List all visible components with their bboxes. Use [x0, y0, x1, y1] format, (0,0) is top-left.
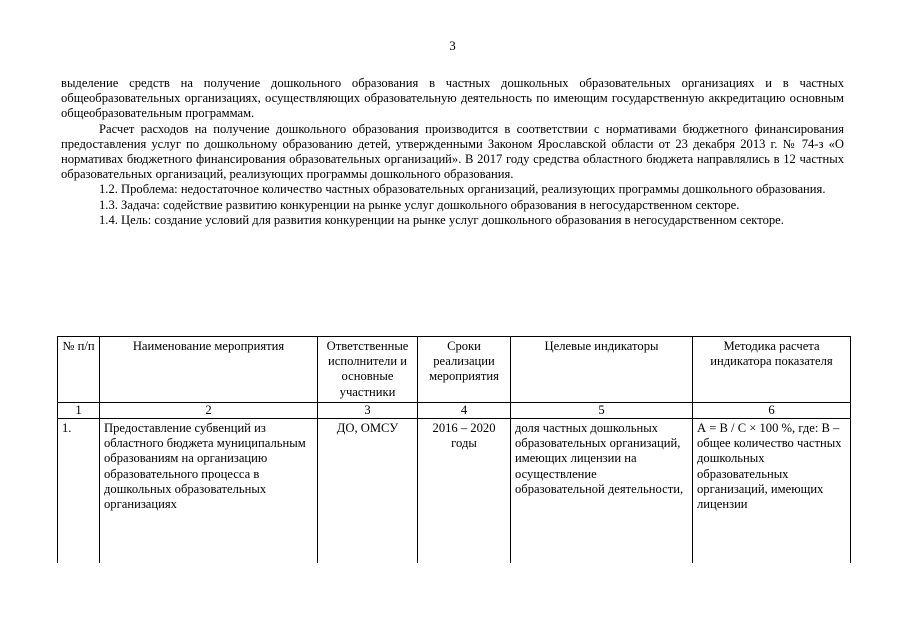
- row-number: 1.: [58, 419, 100, 564]
- header-method: Методика расчета индикатора показателя: [693, 337, 851, 403]
- table-header-row: [58, 337, 851, 403]
- paragraph-goal: 1.4. Цель: создание условий для развития конкуренции на рынке услуг дошкольного образования в негосударственном секторе.: [99, 212, 784, 227]
- column-number: 6: [693, 402, 851, 418]
- header-term: Сроки реализации мероприятия: [418, 337, 511, 403]
- column-number: 5: [511, 402, 693, 418]
- row-indicator: доля частных дошкольных образовательных организаций, имеющих лицензии на осуществление образовательной деятельности,: [511, 419, 693, 564]
- column-number: 3: [318, 402, 418, 418]
- table-row: [58, 419, 851, 564]
- body-text: [61, 76, 844, 228]
- column-number: 2: [100, 402, 318, 418]
- row-measure-name: Предоставление субвенций из областного бюджета муниципальным образованиям на организацию образовательного процесса в дошкольных образовательных организациях: [100, 419, 318, 564]
- paragraph-calculation: Расчет расходов на получение дошкольного образования производится в соответствии с нормативами бюджетного финансирования предоставления услуг по дошкольному образованию детей, утвержденными Законом Ярославской области от 23 декабря 2013 г. № 74-з «О нормативах бюджетного финансирования образовательных организаций». В 2017 году средства областного бюджета направлялись в 12 частных образовательных организаций, реализующих программы дошкольного образования.: [61, 121, 844, 182]
- column-number: 1: [58, 402, 100, 418]
- paragraph-continuation: выделение средств на получение дошкольного образования в частных дошкольных образовательных организациях и в частных общеобразовательных организациях, осуществляющих образовательную деятельность по имеющим государственную аккредитацию основным общеобразовательным программам.: [61, 76, 844, 121]
- row-responsible: ДО, ОМСУ: [318, 419, 418, 564]
- header-indicators: Целевые индикаторы: [511, 337, 693, 403]
- paragraph-task: 1.3. Задача: содействие развитию конкуренции на рынке услуг дошкольного образования в негосударственном секторе.: [99, 197, 740, 212]
- table-column-numbers-row: [58, 402, 851, 418]
- measures-table: [57, 336, 851, 563]
- page-number: 3: [449, 38, 456, 53]
- row-term: 2016 – 2020 годы: [418, 419, 511, 564]
- header-responsible: Ответственные исполнители и основные участники: [318, 337, 418, 403]
- header-number: № п/п: [58, 337, 100, 403]
- paragraph-problem: 1.2. Проблема: недостаточное количество частных образовательных организаций, реализующих программы дошкольного образования.: [99, 182, 826, 197]
- column-number: 4: [418, 402, 511, 418]
- header-measure-name: Наименование мероприятия: [100, 337, 318, 403]
- row-method: А = В / С × 100 %, где: В – общее количество частных дошкольных образовательных организаций, имеющих лицензии: [693, 419, 851, 564]
